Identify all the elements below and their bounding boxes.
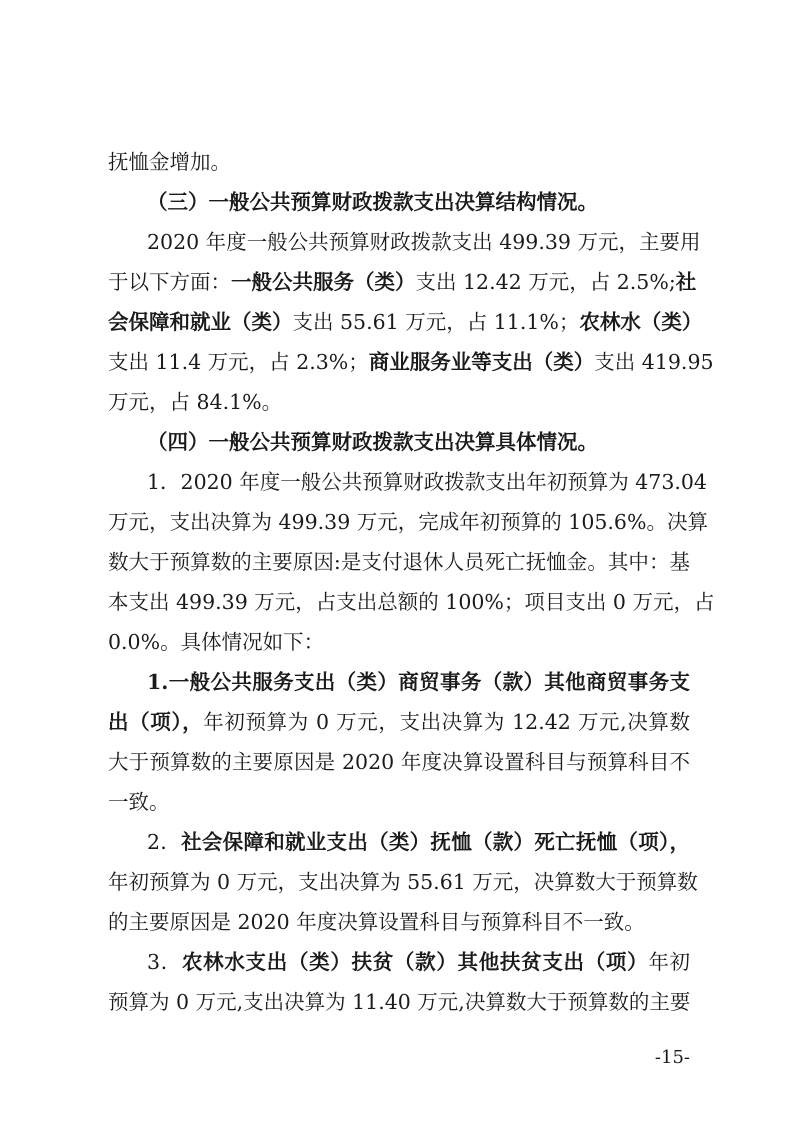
text-segment: 大于预算数的主要原因是 2020 年度决算设置科目与预算科目不 bbox=[108, 750, 690, 774]
item-heading bbox=[147, 662, 690, 702]
bold-text-segment: 出（项）， bbox=[108, 710, 204, 734]
text-line bbox=[108, 862, 698, 902]
text-line bbox=[108, 702, 690, 742]
text-line bbox=[108, 742, 690, 782]
text-line bbox=[108, 782, 690, 822]
text-line bbox=[108, 342, 714, 382]
text-line bbox=[108, 382, 690, 422]
text-segment: 2020 年度一般公共预算财政拨款支出 499.39 万元，主要用 bbox=[147, 230, 701, 254]
bold-text-segment: （四）一般公共预算财政拨款支出决算具体情况。 bbox=[147, 430, 598, 454]
text-segment: 年初预算为 0 万元，支出决算为 55.61 万元，决算数大于预算数 bbox=[108, 870, 698, 894]
text-segment: 数大于预算数的主要原因:是支付退休人员死亡抚恤金。其中：基 bbox=[108, 550, 690, 574]
bold-text-segment: 商业服务业等支出（类） bbox=[368, 350, 595, 374]
text-line bbox=[108, 902, 690, 942]
text-line bbox=[108, 262, 697, 302]
bold-text-segment: 一般公共服务（类） bbox=[231, 270, 416, 294]
bold-text-segment: 农林水（类） bbox=[579, 310, 703, 334]
text-segment: 抚恤金增加。 bbox=[108, 150, 231, 174]
text-segment: 支出 12.42 万元，占 2.5%; bbox=[415, 270, 676, 294]
page-number: -15- bbox=[654, 1047, 690, 1068]
text-segment: 2． bbox=[147, 830, 182, 854]
text-segment: 年初预算为 0 万元，支出决算为 12.42 万元,决算数 bbox=[203, 710, 691, 734]
text-segment: 一致。 bbox=[108, 790, 170, 814]
text-segment: 年初 bbox=[648, 950, 691, 974]
section-heading bbox=[147, 422, 690, 462]
text-line bbox=[147, 222, 701, 262]
text-line bbox=[108, 542, 690, 582]
text-line bbox=[108, 622, 690, 662]
item-heading bbox=[147, 822, 690, 862]
text-line bbox=[108, 142, 690, 182]
text-segment: 万元，占 84.1%。 bbox=[108, 390, 283, 414]
bold-text-segment: 农林水支出（类）扶贫（款）其他扶贫支出（项） bbox=[181, 950, 649, 974]
text-segment: 于以下方面： bbox=[108, 270, 231, 294]
text-segment: 万元，支出决算为 499.39 万元，完成年初预算的 105.6%。决算 bbox=[108, 510, 708, 534]
text-line bbox=[147, 462, 707, 502]
text-line bbox=[108, 502, 708, 542]
text-segment: 0.0%。具体情况如下： bbox=[108, 630, 325, 654]
text-segment: 预算为 0 万元,支出决算为 11.40 万元,决算数大于预算数的主要 bbox=[108, 990, 691, 1014]
text-segment: 3． bbox=[147, 950, 182, 974]
item-heading bbox=[147, 942, 690, 982]
text-segment: 1．2020 年度一般公共预算财政拨款支出年初预算为 473.04 bbox=[147, 470, 707, 494]
bold-text-segment: 会保障和就业（类） bbox=[108, 310, 293, 334]
text-line bbox=[108, 982, 690, 1022]
text-segment: 本支出 499.39 万元，占支出总额的 100%；项目支出 0 万元，占 bbox=[108, 590, 715, 614]
section-heading bbox=[147, 182, 690, 222]
bold-text-segment: 社会保障和就业支出（类）抚恤（款）死亡抚恤（项）， bbox=[181, 830, 691, 854]
text-segment: 支出 11.4 万元，占 2.3%； bbox=[108, 350, 369, 374]
text-segment: 支出 419.95 bbox=[594, 350, 714, 374]
text-segment: 的主要原因是 2020 年度决算设置科目与预算科目不一致。 bbox=[108, 910, 645, 934]
bold-text-segment: 社 bbox=[675, 270, 697, 294]
text-line bbox=[108, 582, 715, 622]
bold-text-segment: （三）一般公共预算财政拨款支出决算结构情况。 bbox=[147, 190, 598, 214]
text-segment: 支出 55.61 万元，占 11.1%； bbox=[292, 310, 580, 334]
text-line bbox=[108, 302, 703, 342]
bold-text-segment: 1.一般公共服务支出（类）商贸事务（款）其他商贸事务支 bbox=[147, 670, 690, 694]
